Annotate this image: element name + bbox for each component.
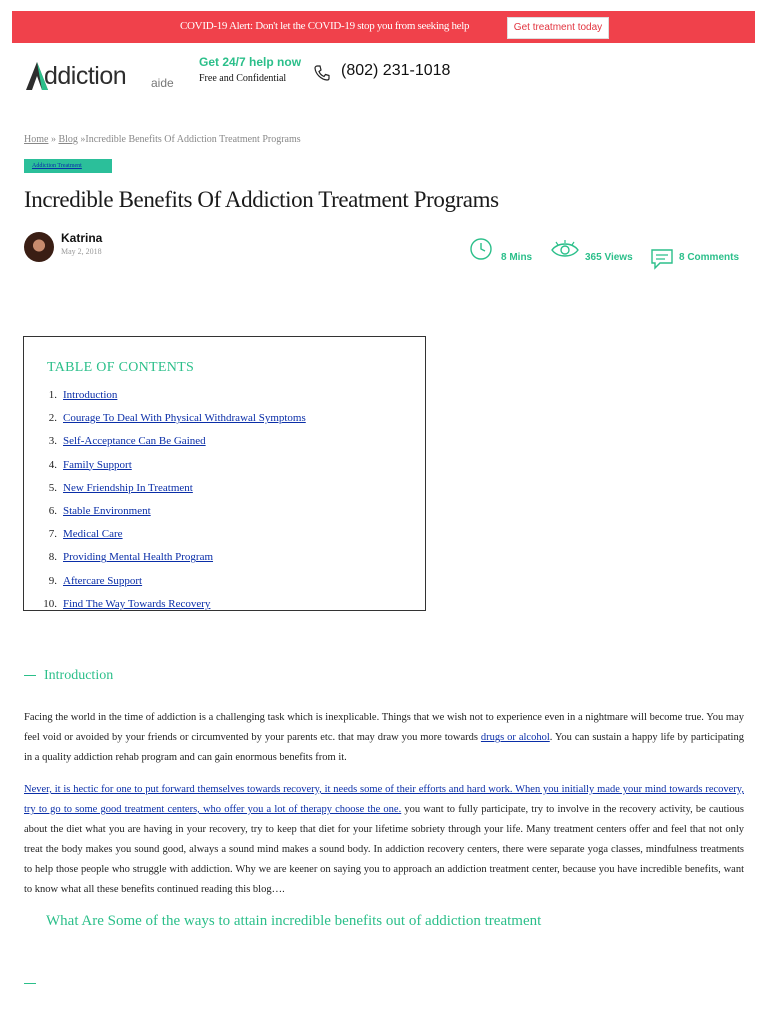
help-subtitle: Free and Confidential xyxy=(199,73,287,84)
toc-number: 9. xyxy=(48,574,57,587)
site-logo[interactable] xyxy=(24,58,184,94)
author-name[interactable]: Katrina xyxy=(61,231,103,245)
toc-number: 7. xyxy=(48,528,57,541)
logo-wordmark: ddiction xyxy=(44,62,127,90)
intro-paragraph-2 xyxy=(24,780,744,900)
recovery-link[interactable]: Never, it is hectic for one to put forward themselves towards recovery, it needs some of their efforts and hard work. When you initially made your mind towards recovery, try to go to some good treatment centers, who offer you a lot of therapy choose the one. xyxy=(24,784,744,815)
breadcrumb-separator: » xyxy=(50,134,56,145)
toc-link[interactable]: New Friendship In Treatment xyxy=(63,481,193,494)
toc-list xyxy=(34,389,306,621)
section-heading-introduction xyxy=(24,668,113,684)
breadcrumb xyxy=(24,134,301,145)
paragraph-text: . You can sustain a happy life by participating in a quality addiction rehab program and can gain enormous benefits from it. xyxy=(24,732,744,763)
toc-item xyxy=(34,412,306,435)
clock-icon xyxy=(469,237,493,261)
read-time: 8 Mins xyxy=(501,252,533,263)
toc-item xyxy=(34,598,306,621)
toc-number: 1. xyxy=(48,389,57,401)
breadcrumb-separator: » xyxy=(80,134,86,145)
toc-link[interactable]: Aftercare Support xyxy=(63,574,143,587)
paragraph-text: you want to fully participate, try to involve in the recovery activity, be cautious about the diet what you are having in your recovery, try to keep that diet for your lifetime sobriety through your life. Many treatment centers offer and feel that not only treat the body makes you sound good, always a sound mind makes a sound body. In addiction recovery centers, there were separate yoga classes, mindfulness treatments to help those people who struggle with addiction. Why we are keener on saying you to approach an addiction treatment center, because you have incredible benefits, want to know what all these benefits continued reading this blog…. xyxy=(24,804,744,895)
toc-number: 2. xyxy=(48,412,57,425)
heading-dash xyxy=(24,675,36,676)
intro-paragraph-1 xyxy=(24,708,744,768)
phone-icon[interactable] xyxy=(313,64,331,82)
alert-text: COVID-19 Alert: Don't let the COVID-19 stop you from seeking help xyxy=(180,20,470,32)
toc-link[interactable]: Family Support xyxy=(63,458,132,471)
get-treatment-button[interactable]: Get treatment today xyxy=(507,17,609,39)
toc-link[interactable]: Providing Mental Health Program xyxy=(63,551,214,564)
comment-icon[interactable] xyxy=(650,247,674,271)
post-date: May 2, 2018 xyxy=(61,247,102,256)
eye-icon xyxy=(550,240,580,260)
toc-link[interactable]: Courage To Deal With Physical Withdrawal Symptoms xyxy=(63,412,306,425)
toc-item xyxy=(34,482,306,505)
toc-item xyxy=(34,551,306,574)
view-count: 365 Views xyxy=(585,252,633,263)
comment-count[interactable]: 8 Comments xyxy=(679,252,740,263)
toc-item xyxy=(34,459,306,482)
toc-link[interactable]: Medical Care xyxy=(63,528,123,541)
toc-item xyxy=(34,389,306,412)
page-title: Incredible Benefits Of Addiction Treatment Programs xyxy=(24,187,499,212)
toc-item xyxy=(34,435,306,458)
toc-number: 10. xyxy=(43,597,57,610)
section-heading-text: Introduction xyxy=(44,668,114,683)
toc-number: 4. xyxy=(48,458,57,471)
covid-alert-bar xyxy=(12,11,755,43)
toc-number: 6. xyxy=(48,504,57,517)
toc-link[interactable]: Find The Way Towards Recovery xyxy=(63,597,211,610)
paragraph-text: Facing the world in the time of addiction is a challenging task which is inexplicable. Things that we wish not to experience even in a nightmare will become true. You may feel void or avoided by your friends or circumvented by your parents etc. that may draw you more towards xyxy=(24,712,744,743)
category-badge[interactable] xyxy=(24,159,112,173)
drugs-alcohol-link[interactable]: drugs or alcohol xyxy=(480,732,550,743)
heading-dash xyxy=(24,983,36,984)
toc-item xyxy=(34,505,306,528)
toc-number: 5. xyxy=(48,481,57,494)
toc-number: 3. xyxy=(48,435,57,448)
breadcrumb-current: Incredible Benefits Of Addiction Treatment Programs xyxy=(85,134,301,145)
help-title: Get 24/7 help now xyxy=(199,55,302,69)
toc-item xyxy=(34,575,306,598)
breadcrumb-home[interactable]: Home xyxy=(24,134,49,145)
toc-link[interactable]: Introduction xyxy=(63,389,118,401)
table-of-contents xyxy=(23,336,426,611)
toc-number: 8. xyxy=(48,551,57,564)
toc-item xyxy=(34,528,306,551)
phone-number[interactable]: (802) 231-1018 xyxy=(341,62,451,79)
category-link[interactable]: Addiction Treatment xyxy=(32,163,82,169)
breadcrumb-blog[interactable]: Blog xyxy=(58,134,78,145)
author-avatar xyxy=(24,232,54,262)
section-subheading: What Are Some of the ways to attain incredible benefits out of addiction treatment xyxy=(46,913,542,929)
toc-title: TABLE OF CONTENTS xyxy=(47,360,195,375)
toc-link[interactable]: Self-Acceptance Can Be Gained xyxy=(63,435,206,448)
toc-link[interactable]: Stable Environment xyxy=(63,504,151,517)
logo-suffix: aide xyxy=(151,76,174,90)
